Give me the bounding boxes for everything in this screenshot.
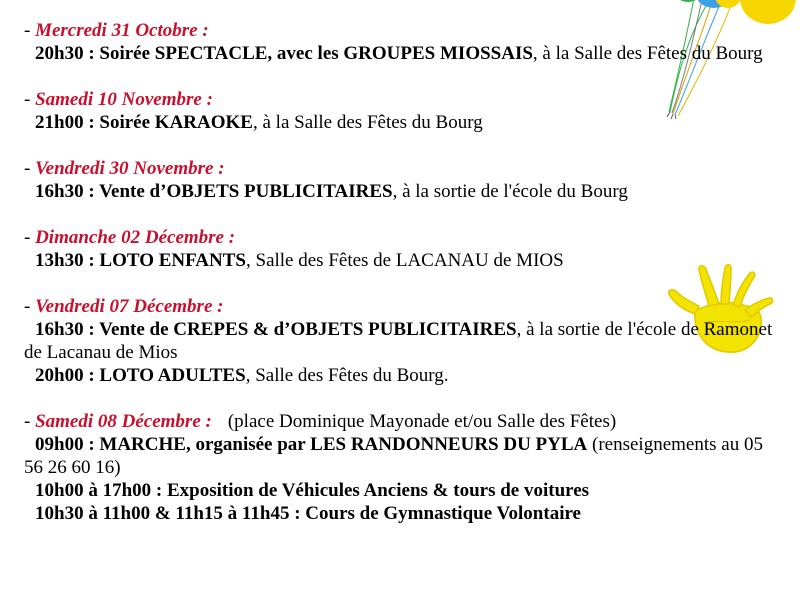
event-item <box>24 180 784 203</box>
event-header <box>24 19 784 42</box>
bullet-dash: - <box>24 158 36 179</box>
event-title: Soirée KARAOKE <box>99 112 253 133</box>
event-title: Soirée SPECTACLE, avec les GROUPES MIOSSAIS <box>99 43 533 64</box>
event-time: 21h00 : <box>35 112 100 133</box>
event-item <box>24 111 784 134</box>
event-item <box>24 433 784 479</box>
event-time: 20h30 : <box>35 43 100 64</box>
event-header <box>24 295 784 318</box>
event-time: 13h30 : <box>35 250 100 271</box>
event-time: 16h30 : <box>35 181 100 202</box>
event-item <box>24 249 784 272</box>
event-time: 10h30 à 11h00 & 11h15 à 11h45 : <box>35 503 306 524</box>
event-block <box>24 295 784 387</box>
event-block <box>24 157 784 203</box>
event-header <box>24 410 784 433</box>
event-title: Vente d’OBJETS PUBLICITAIRES <box>99 181 393 202</box>
event-date: Vendredi 30 Novembre : <box>35 158 225 179</box>
event-time: 09h00 : <box>35 434 100 455</box>
event-header <box>24 226 784 249</box>
event-time: 10h00 à 17h00 : <box>35 480 167 501</box>
event-date: Vendredi 07 Décembre : <box>35 296 224 317</box>
bullet-dash: - <box>24 20 36 41</box>
event-title: Vente de CREPES & d’OBJETS PUBLICITAIRES <box>99 319 517 340</box>
event-date: Mercredi 31 Octobre : <box>35 20 209 41</box>
event-date: Dimanche 02 Décembre : <box>35 227 236 248</box>
event-location-note: (place Dominique Mayonade et/ou Salle des Fêtes) <box>227 411 617 432</box>
event-block <box>24 226 784 272</box>
event-title: Cours de Gymnastique Volontaire <box>305 503 581 524</box>
bullet-dash: - <box>24 89 36 110</box>
event-block <box>24 410 784 525</box>
event-schedule <box>24 19 784 525</box>
event-title: Exposition de Véhicules Anciens & tours de voitures <box>166 480 590 501</box>
event-item <box>24 479 784 502</box>
event-header <box>24 88 784 111</box>
event-date: Samedi 08 Décembre : <box>35 411 212 432</box>
event-time: 20h00 : <box>35 365 100 386</box>
event-title: MARCHE, organisée par LES RANDONNEURS DU PYLA <box>99 434 588 455</box>
bullet-dash: - <box>24 227 36 248</box>
event-item <box>24 42 784 65</box>
event-details: (renseignements au 05 56 26 60 16) <box>24 434 763 478</box>
event-details: , à la sortie de l'école de Ramonet de Lacanau de Mios <box>24 319 773 363</box>
bullet-dash: - <box>24 411 36 432</box>
event-item <box>24 502 784 525</box>
event-header <box>24 157 784 180</box>
event-title: LOTO ADULTES <box>99 365 246 386</box>
event-date: Samedi 10 Novembre : <box>35 89 213 110</box>
event-time: 16h30 : <box>35 319 100 340</box>
bullet-dash: - <box>24 296 36 317</box>
event-block <box>24 88 784 134</box>
event-block <box>24 19 784 65</box>
event-item <box>24 364 784 387</box>
event-details: , à la Salle des Fêtes du Bourg <box>532 43 763 64</box>
event-details: , Salle des Fêtes de LACANAU de MIOS <box>246 250 564 271</box>
balloon-green <box>674 0 702 2</box>
event-details: , Salle des Fêtes du Bourg. <box>245 365 449 386</box>
event-details: , à la sortie de l'école du Bourg <box>392 181 628 202</box>
event-title: LOTO ENFANTS <box>99 250 246 271</box>
event-details: , à la Salle des Fêtes du Bourg <box>252 112 483 133</box>
event-item <box>24 318 784 364</box>
